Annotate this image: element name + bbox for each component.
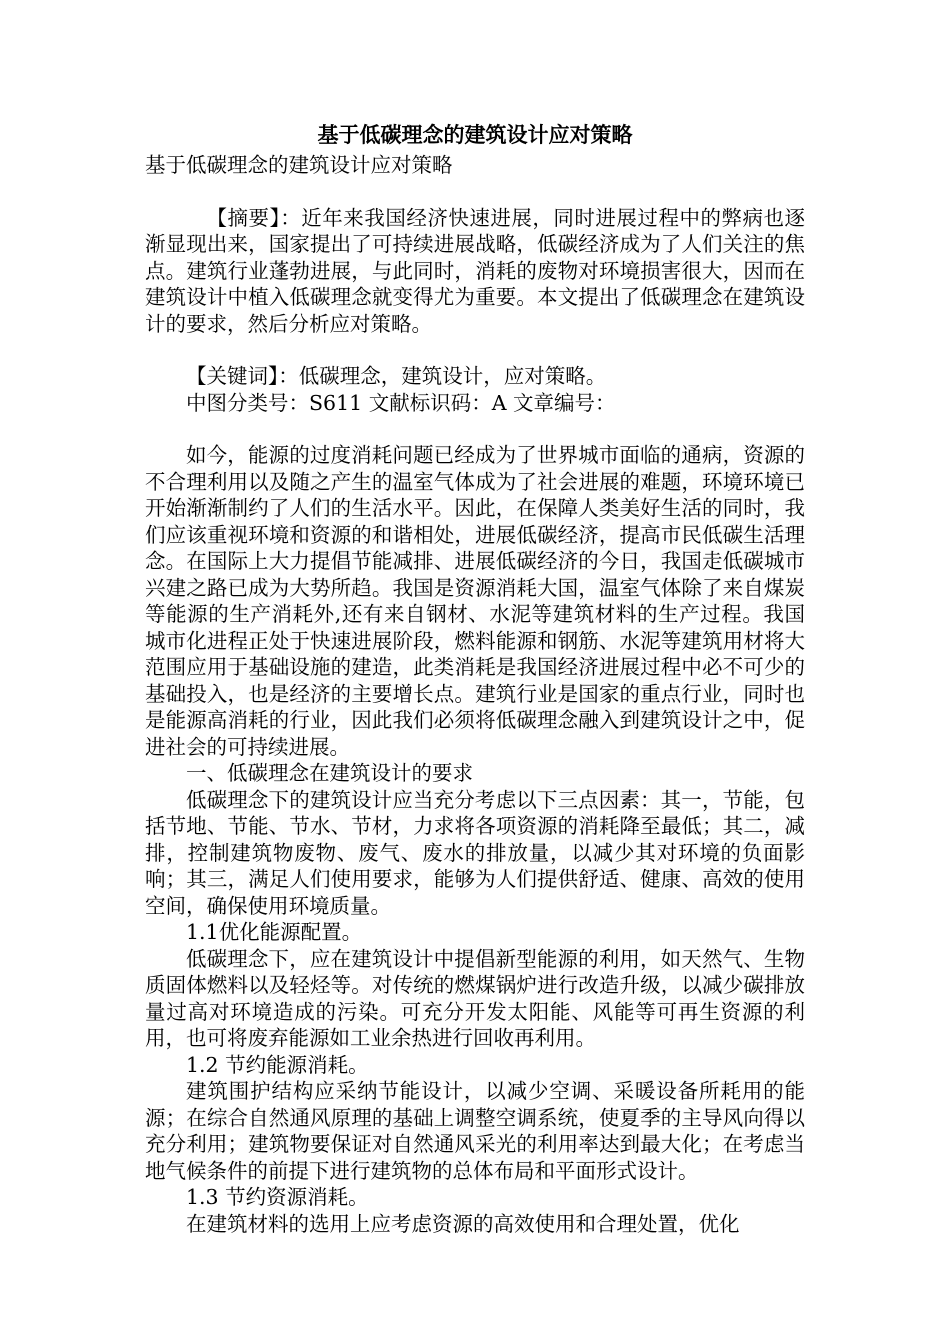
document-title: 基于低碳理念的建筑设计应对策略 xyxy=(317,122,633,147)
spacer xyxy=(145,179,805,205)
body-paragraph: 低碳理念下的建筑设计应当充分考虑以下三点因素：其一，节能，包括节地、节能、节水、节材，力求将各项资源的消耗降至最低；其二，减排，控制建筑物废物、废气、废水的排放量，以减少其对环境的负面影响；其三，满足人们使用要求，能够为人们提供舒适、健康、高效的使用空间，确保使用环境质量。 xyxy=(145,787,805,918)
document-page xyxy=(145,120,805,1237)
body-paragraph: 如今，能源的过度消耗问题已经成为了世界城市面临的通病，资源的不合理利用以及随之产生的温室气体成为了社会进展的难题，环境环境已开始渐渐制约了人们的生活水平。因此，在保障人类美好生活的同时，我们应该重视环境和资源的和谐相处，进展低碳经济，提高市民低碳生活理念。在国际上大力提倡节能减排、进展低碳经济的今日，我国走低碳城市兴建之路已成为大势所趋。我国是资源消耗大国，温室气体除了来自煤炭等能源的生产消耗外,还有来自钢材、水泥等建筑材料的生产过程。我国城市化进程正处于快速进展阶段，燃料能源和钢筋、水泥等建筑用材将大范围应用于基础设施的建造，此类消耗是我国经济进展过程中必不可少的基础投入，也是经济的主要增长点。建筑行业是国家的重点行业，同时也是能源高消耗的行业，因此我们必须将低碳理念融入到建筑设计之中，促进社会的可持续进展。 xyxy=(145,443,805,759)
abstract-paragraph: 【摘要】：近年来我国经济快速进展，同时进展过程中的弊病也逐渐显现出来，国家提出了可持续进展战略，低碳经济成为了人们关注的焦点。建筑行业蓬勃进展，与此同时，消耗的废物对环境损害很大，因而在建筑设计中植入低碳理念就变得尤为重要。本文提出了低碳理念在建筑设计的要求，然后分析应对策略。 xyxy=(145,205,805,336)
subsection-heading: 1.3 节约资源消耗。 xyxy=(186,1185,369,1209)
subsection-heading: 1.1优化能源配置。 xyxy=(186,920,363,944)
body-paragraph: 低碳理念下，应在建筑设计中提倡新型能源的利用，如天然气、生物质固体燃料以及轻烃等。对传统的燃煤锅炉进行改造升级，以减少碳排放量过高对环境造成的污染。可充分开发太阳能、风能等可再生资源的利用，也可将废弃能源如工业余热进行回收再利用。 xyxy=(145,946,805,1050)
spacer xyxy=(145,416,805,442)
classification-line: 中图分类号：S611 文献标识码：A 文章编号： xyxy=(186,390,616,415)
subsection-heading: 1.2 节约能源消耗。 xyxy=(186,1052,369,1077)
body-paragraph: 在建筑材料的选用上应考虑资源的高效使用和合理处置，优化 xyxy=(186,1211,740,1236)
keywords-line: 【关键词】：低碳理念，建筑设计，应对策略。 xyxy=(186,364,607,388)
section-heading: 一、低碳理念在建筑设计的要求 xyxy=(186,761,473,785)
body-paragraph: 建筑围护结构应采纳节能设计，以减少空调、采暖设备所耗用的能源；在综合自然通风原理的基础上调整空调系统，使夏季的主导风向得以充分利用；建筑物要保证对自然通风采光的利用率达到最大化；在考虑当地气候条件的前提下进行建筑物的总体布局和平面形式设计。 xyxy=(145,1079,805,1183)
spacer xyxy=(145,337,805,363)
document-subtitle: 基于低碳理念的建筑设计应对策略 xyxy=(145,153,453,177)
